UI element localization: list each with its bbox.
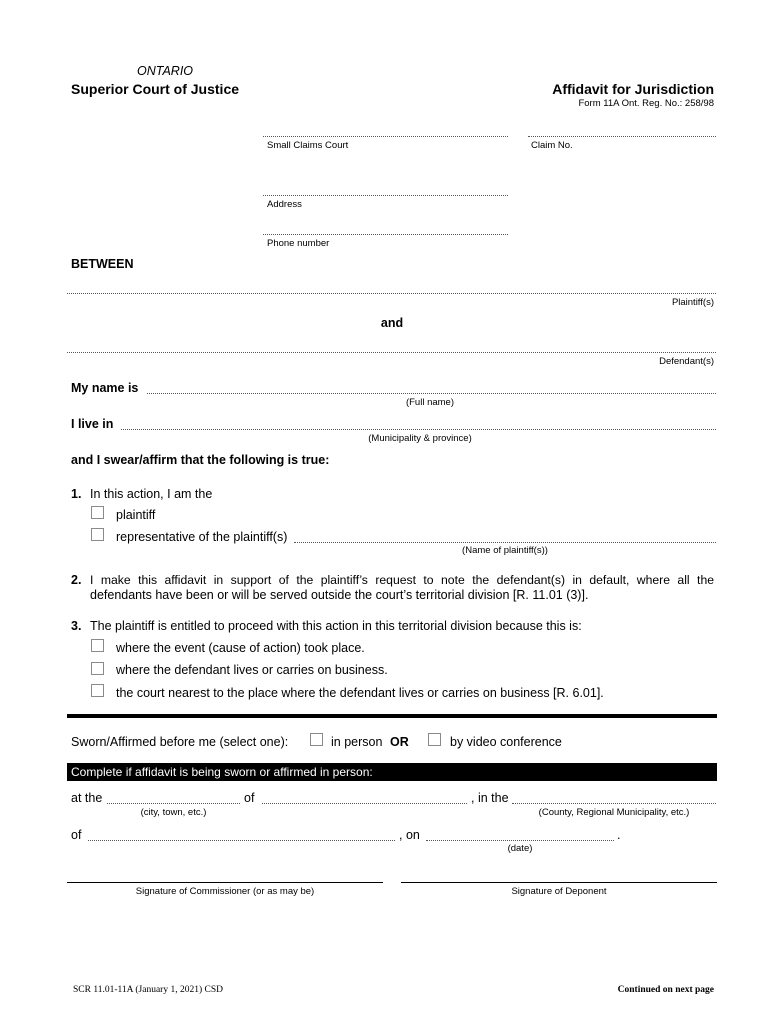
address-label: Address: [267, 199, 302, 210]
of-label-1: of: [244, 791, 255, 805]
section-divider: [67, 714, 717, 718]
para1-number: 1.: [71, 487, 82, 501]
of-location-field[interactable]: [88, 840, 395, 841]
checkbox-defendant-lives[interactable]: [91, 662, 104, 675]
city-field[interactable]: [107, 803, 240, 804]
full-name-field[interactable]: [147, 393, 716, 394]
between-label: BETWEEN: [71, 257, 134, 271]
checkbox-plaintiff[interactable]: [91, 506, 104, 519]
form-code: SCR 11.01-11A (January 1, 2021) CSD: [73, 985, 223, 995]
by-video-label: by video conference: [450, 735, 562, 749]
and-label: and: [380, 316, 404, 330]
claim-no-field[interactable]: [528, 136, 716, 137]
claim-no-label: Claim No.: [531, 140, 573, 151]
small-claims-court-field[interactable]: [263, 136, 508, 137]
county-hint: (County, Regional Municipality, etc.): [538, 807, 690, 818]
option-defendant-lives-label: where the defendant lives or carries on business.: [116, 663, 388, 677]
small-claims-court-label: Small Claims Court: [267, 140, 349, 151]
of-place-field[interactable]: [262, 803, 467, 804]
date-hint: (date): [507, 843, 533, 854]
date-field[interactable]: [426, 840, 614, 841]
checkbox-video-conference[interactable]: [428, 733, 441, 746]
plaintiff-field[interactable]: [67, 293, 716, 294]
option-nearest-court-label: the court nearest to the place where the defendant lives or carries on business [R. 6.01].: [116, 686, 604, 700]
option-representative-label: representative of the plaintiff(s): [116, 530, 288, 544]
form-title: Affidavit for Jurisdiction: [552, 81, 714, 97]
in-person-banner: [67, 763, 717, 781]
checkbox-event-place[interactable]: [91, 639, 104, 652]
swear-statement: and I swear/affirm that the following is true:: [71, 453, 330, 467]
municipality-hint: (Municipality & province): [368, 433, 472, 444]
or-label: OR: [390, 735, 409, 749]
plaintiff-name-hint: (Name of plaintiff(s)): [462, 545, 548, 556]
checkbox-nearest-court[interactable]: [91, 684, 104, 697]
address-field[interactable]: [263, 195, 508, 196]
checkbox-in-person[interactable]: [310, 733, 323, 746]
plaintiffs-label: Plaintiff(s): [671, 297, 714, 308]
defendant-field[interactable]: [67, 352, 716, 353]
my-name-is-label: My name is: [71, 381, 139, 395]
court-name: Superior Court of Justice: [71, 81, 240, 97]
of-label-2: of: [71, 828, 82, 842]
option-event-place-label: where the event (cause of action) took place.: [116, 641, 365, 655]
form-number: Form 11A Ont. Reg. No.: 258/98: [578, 98, 714, 109]
phone-label: Phone number: [267, 238, 330, 249]
period-mark: .: [617, 828, 621, 842]
county-field[interactable]: [512, 803, 716, 804]
checkbox-representative[interactable]: [91, 528, 104, 541]
municipality-field[interactable]: [121, 429, 716, 430]
at-the-label: at the: [71, 791, 103, 805]
defendants-label: Defendant(s): [659, 356, 714, 367]
on-label: , on: [399, 828, 420, 842]
full-name-hint: (Full name): [405, 397, 455, 408]
commissioner-signature-label: Signature of Commissioner (or as may be): [135, 886, 315, 897]
phone-field[interactable]: [263, 234, 508, 235]
deponent-signature-line[interactable]: [401, 882, 717, 883]
header-ontario: ONTARIO: [137, 64, 194, 78]
option-plaintiff-label: plaintiff: [116, 508, 156, 522]
commissioner-signature-line[interactable]: [67, 882, 383, 883]
para2-line2: defendants have been or will be served outside the court’s territorial division [R. 11.01 (3)].: [90, 588, 589, 602]
para2-line1: I make this affidavit in support of the plaintiff’s request to note the defendant(s) in default, where all the: [90, 573, 714, 587]
para1-text: In this action, I am the: [90, 487, 213, 501]
in-the-label: , in the: [471, 791, 509, 805]
para3-number: 3.: [71, 619, 82, 633]
deponent-signature-label: Signature of Deponent: [511, 886, 607, 897]
in-person-label: in person: [331, 735, 383, 749]
i-live-in-label: I live in: [71, 417, 114, 431]
city-hint: (city, town, etc.): [140, 807, 207, 818]
para2-number: 2.: [71, 573, 82, 587]
continued-next-page: Continued on next page: [617, 985, 714, 995]
plaintiff-name-field[interactable]: [294, 542, 716, 543]
para3-text: The plaintiff is entitled to proceed with this action in this territorial division because this is:: [90, 619, 582, 633]
in-person-banner-text: Complete if affidavit is being sworn or affirmed in person:: [71, 765, 373, 779]
sworn-label: Sworn/Affirmed before me (select one):: [71, 735, 289, 749]
